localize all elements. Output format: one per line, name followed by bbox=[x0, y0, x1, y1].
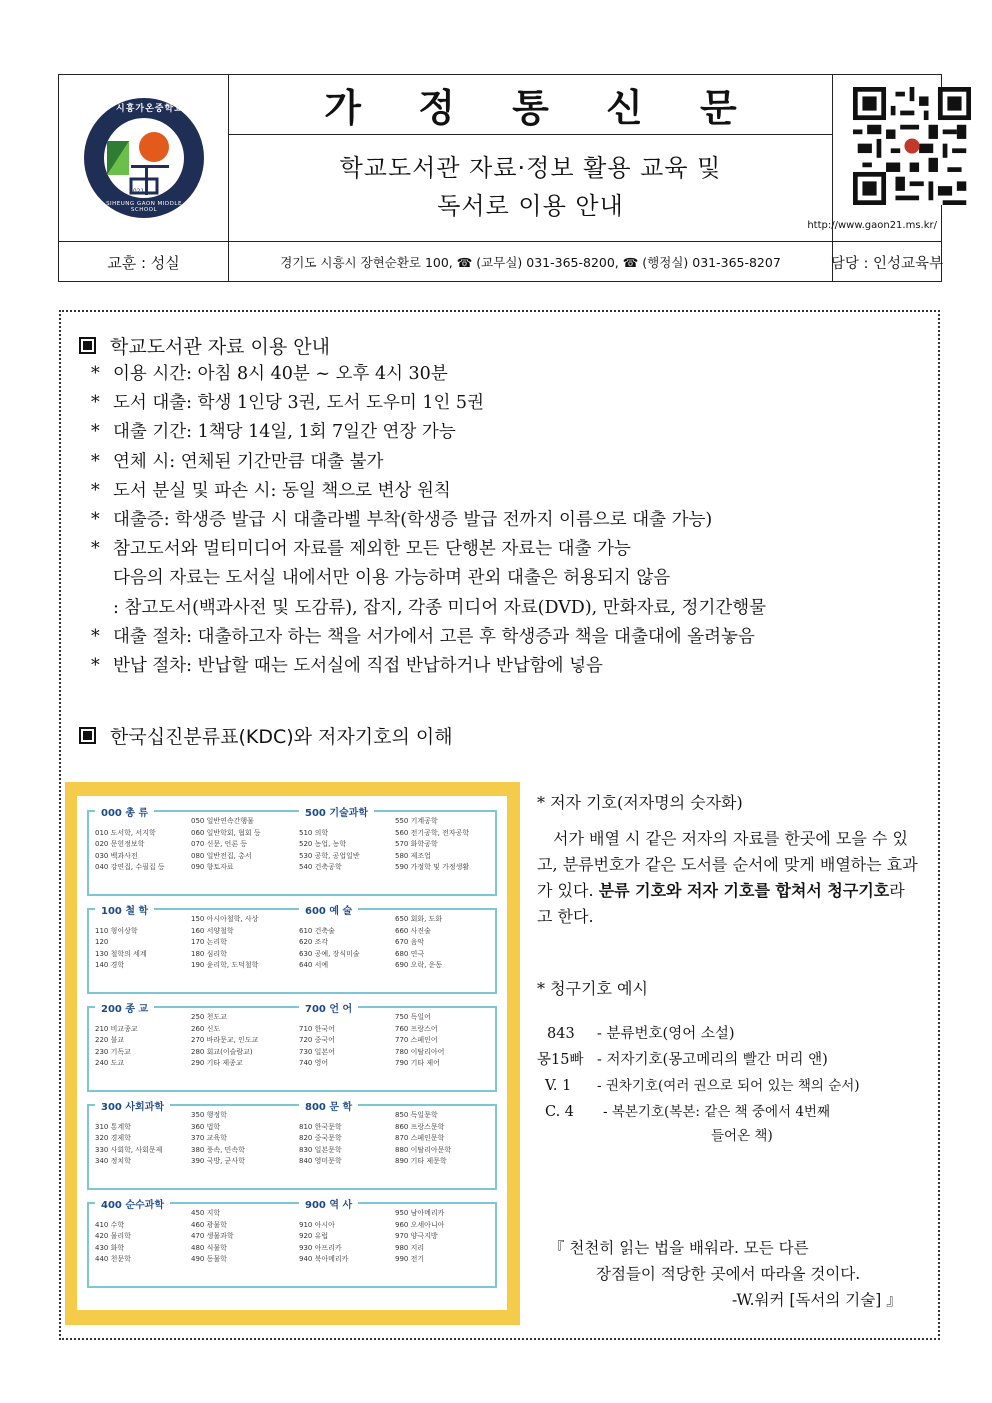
kdc-sub-class: 890 기타 제문학 bbox=[395, 1157, 447, 1165]
kdc-sub-class: 780 이탈리아어 bbox=[395, 1047, 445, 1056]
rule-line: * 참고도서와 멀티미디어 자료를 제외한 모든 단행본 자료는 대출 가능 bbox=[91, 539, 631, 560]
kdc-table bbox=[77, 796, 507, 1310]
kdc-sub-class: 370 교육학 bbox=[191, 1134, 227, 1142]
kdc-sub-class: 290 기타 제종교 bbox=[191, 1059, 243, 1067]
square-bullet-icon bbox=[79, 337, 96, 354]
kdc-sub-class: 120 bbox=[95, 938, 109, 946]
kdc-sub-class: 840 영미문학 bbox=[299, 1157, 342, 1165]
newsletter-title: 가 정 통 신 문 bbox=[229, 75, 832, 135]
section-1-title: 학교도서관 자료 이용 안내 bbox=[110, 336, 331, 358]
kdc-sub-class-list bbox=[95, 816, 165, 874]
kdc-sub-class: 510 의학 bbox=[299, 828, 329, 837]
kdc-sub-class: 130 철학의 세계 bbox=[95, 949, 147, 958]
kdc-sub-class: 560 전기공학, 전자공학 bbox=[395, 828, 470, 837]
kdc-sub-class: 650 회화, 도화 bbox=[395, 915, 443, 923]
kdc-sub-class-list bbox=[299, 1110, 342, 1168]
kdc-sub-class: 480 식물학 bbox=[191, 1243, 227, 1252]
rule-line: * 이용 시간: 아침 8시 40분 ~ 오후 4시 30분 bbox=[91, 364, 448, 384]
author-symbol-heading: * 저자 기호(저자명의 숫자화) bbox=[537, 793, 743, 812]
kdc-sub-class: 860 프랑스문학 bbox=[395, 1122, 445, 1131]
school-motto: 교훈 : 성실 bbox=[59, 242, 229, 282]
kdc-sub-class: 040 강연집, 수필집 등 bbox=[95, 863, 165, 871]
kdc-sub-class: 830 일본문학 bbox=[299, 1145, 342, 1154]
kdc-sub-class: 790 기타 제어 bbox=[395, 1059, 440, 1067]
kdc-main-class: 600 예 술 bbox=[299, 902, 358, 917]
qr-code[interactable] bbox=[853, 87, 971, 205]
kdc-sub-class: 220 불교 bbox=[95, 1036, 125, 1044]
kdc-sub-class: 850 독일문학 bbox=[395, 1111, 438, 1119]
kdc-sub-class: 540 건축공학 bbox=[299, 863, 342, 871]
kdc-main-class: 200 종 교 bbox=[95, 1000, 154, 1015]
library-rules-list bbox=[91, 360, 931, 681]
kdc-sub-class: 530 공학, 공업일반 bbox=[299, 851, 360, 860]
kdc-sub-class: 920 유럽 bbox=[299, 1232, 329, 1240]
kdc-sub-class: 240 도교 bbox=[95, 1059, 125, 1067]
logo-bottom-text: SIHEUNG GAON MIDDLE SCHOOL bbox=[106, 201, 182, 213]
kdc-sub-class: 190 윤리학, 도덕철학 bbox=[191, 961, 259, 969]
kdc-sub-class bbox=[95, 1208, 131, 1220]
kdc-sub-class: 520 농업, 농학 bbox=[299, 840, 347, 848]
kdc-sub-class-list bbox=[191, 1110, 245, 1168]
call-example-row: 몽15빠 - 저자기호(몽고메리의 빨간 머리 앤) bbox=[537, 1052, 828, 1068]
kdc-sub-class: 280 회교(이슬람교) bbox=[191, 1047, 253, 1056]
kdc-main-class: 500 기술과학 bbox=[299, 804, 374, 819]
kdc-sub-class: 270 바라문교, 인도교 bbox=[191, 1036, 259, 1044]
call-number-heading: * 청구기호 예시 bbox=[537, 979, 648, 998]
kdc-sub-class: 610 건축술 bbox=[299, 926, 335, 935]
kdc-sub-class: 380 풍속, 민속학 bbox=[191, 1145, 245, 1154]
kdc-sub-class-list bbox=[191, 914, 258, 972]
call-example-row: C. 4 - 복본기호(복본: 같은 책 중에서 4번째 bbox=[545, 1104, 830, 1120]
kdc-sub-class: 410 수학 bbox=[95, 1220, 125, 1229]
kdc-sub-class: 150 아시아철학, 사상 bbox=[191, 915, 259, 923]
kdc-sub-class: 630 공예, 장식미술 bbox=[299, 949, 360, 958]
kdc-group bbox=[87, 1006, 497, 1092]
kdc-sub-class: 050 일반연속간행물 bbox=[191, 817, 254, 825]
kdc-sub-class bbox=[95, 1012, 138, 1024]
department-in-charge: 담당 : 인성교육부 bbox=[830, 255, 944, 272]
rule-line: * 도서 대출: 학생 1인당 3권, 도서 도우미 1인 5권 bbox=[91, 393, 484, 414]
kdc-main-class: 400 순수과학 bbox=[95, 1196, 170, 1211]
kdc-sub-class-list bbox=[395, 816, 469, 874]
kdc-sub-class-list bbox=[395, 1012, 444, 1070]
kdc-sub-class-list bbox=[299, 914, 360, 972]
kdc-group bbox=[87, 908, 497, 994]
kdc-sub-class: 620 조각 bbox=[299, 938, 329, 946]
kdc-sub-class: 680 연극 bbox=[395, 949, 425, 958]
kdc-main-class: 100 철 학 bbox=[95, 902, 154, 917]
kdc-main-class: 800 문 학 bbox=[299, 1098, 358, 1113]
kdc-sub-class: 960 오세아니아 bbox=[395, 1220, 445, 1229]
kdc-sub-class: 550 기계공학 bbox=[395, 817, 438, 825]
kdc-sub-class: 770 스페인어 bbox=[395, 1036, 438, 1044]
kdc-sub-class: 720 중국어 bbox=[299, 1036, 335, 1044]
rule-line: * 반납 절차: 반납할 때는 도서실에 직접 반납하거나 반납함에 넣음 bbox=[91, 656, 603, 677]
school-logo bbox=[59, 75, 229, 241]
rule-line: * 도서 분실 및 파손 시: 동일 책으로 변상 원칙 bbox=[91, 480, 451, 501]
kdc-sub-class: 090 향토자료 bbox=[191, 863, 234, 871]
kdc-sub-class-list bbox=[395, 914, 442, 972]
kdc-sub-class bbox=[95, 914, 147, 926]
kdc-sub-class: 760 프랑스어 bbox=[395, 1024, 438, 1033]
kdc-sub-class: 440 천문학 bbox=[95, 1255, 131, 1263]
section-1-heading bbox=[79, 332, 330, 359]
kdc-main-class: 000 총 류 bbox=[95, 804, 154, 819]
kdc-sub-class: 470 생물과학 bbox=[191, 1232, 234, 1240]
kdc-sub-class: 310 통계학 bbox=[95, 1122, 131, 1131]
kdc-sub-class: 080 일반전집, 총서 bbox=[191, 851, 252, 860]
kdc-sub-class: 810 한국문학 bbox=[299, 1122, 342, 1131]
newsletter-subtitle bbox=[229, 149, 832, 225]
kdc-sub-class-list bbox=[299, 1012, 335, 1070]
school-logo-cell bbox=[59, 75, 229, 241]
kdc-sub-class: 420 물리학 bbox=[95, 1232, 131, 1240]
kdc-sub-class-list bbox=[299, 816, 360, 874]
kdc-group bbox=[87, 1202, 497, 1288]
kdc-sub-class: 180 심리학 bbox=[191, 949, 227, 958]
kdc-sub-class bbox=[95, 816, 165, 828]
kdc-sub-class: 490 동물학 bbox=[191, 1255, 227, 1263]
kdc-sub-class: 640 서예 bbox=[299, 961, 329, 969]
kdc-sub-class: 060 일반학회, 협회 등 bbox=[191, 828, 261, 837]
square-bullet-icon bbox=[79, 727, 96, 744]
call-example-row: V. 1 - 권차기호(여러 권으로 되어 있는 책의 순서) bbox=[545, 1078, 860, 1094]
kdc-sub-class-list bbox=[95, 1110, 162, 1168]
author-symbol-description: 서가 배열 시 같은 저자의 자료를 한곳에 모을 수 있고, 분류번호가 같은 도서를 순서에 맞게 배열하는 효과가 있다. 분류 기호와 저자 기호를 합쳐서 청구기호라고 한다. bbox=[537, 829, 918, 926]
kdc-sub-class bbox=[95, 1110, 162, 1122]
subtitle-line-2: 독서로 이용 안내 bbox=[437, 192, 624, 220]
quote-line-2: 장점들이 적당한 곳에서 따라올 것이다. bbox=[596, 1265, 861, 1283]
kdc-sub-class: 340 정치학 bbox=[95, 1157, 131, 1165]
kdc-sub-class: 460 광물학 bbox=[191, 1220, 227, 1229]
kdc-sub-class: 350 행정학 bbox=[191, 1111, 227, 1119]
kdc-sub-class-list bbox=[95, 1208, 131, 1266]
rule-line: 다음의 자료는 도서실 내에서만 이용 가능하며 관외 대출은 허용되지 않음 bbox=[113, 568, 671, 589]
kdc-classification-figure bbox=[65, 782, 520, 1325]
kdc-sub-class: 970 양극지방 bbox=[395, 1232, 438, 1240]
section-2-heading bbox=[79, 722, 453, 749]
kdc-main-class: 900 역 사 bbox=[299, 1196, 358, 1211]
kdc-sub-class: 330 사회학, 사회문제 bbox=[95, 1145, 163, 1154]
kdc-sub-class bbox=[299, 914, 360, 926]
section-2-title: 한국십진분류표(KDC)와 저자기호의 이해 bbox=[110, 726, 453, 748]
rule-line: : 참고도서(백과사전 및 도감류), 잡지, 각종 미디어 자료(DVD), 만화자료, 정기간행물 bbox=[113, 597, 767, 618]
kdc-sub-class: 820 중국문학 bbox=[299, 1134, 342, 1142]
kdc-sub-class bbox=[299, 1110, 342, 1122]
kdc-sub-class-list bbox=[299, 1208, 348, 1266]
rule-line: * 연체 시: 연체된 기간만큼 대출 불가 bbox=[91, 451, 384, 472]
kdc-sub-class: 320 경제학 bbox=[95, 1134, 131, 1142]
kdc-sub-class: 110 형이상학 bbox=[95, 926, 138, 935]
call-example-row: 들어온 책) bbox=[711, 1128, 773, 1144]
kdc-group bbox=[87, 1104, 497, 1190]
kdc-sub-class: 140 경학 bbox=[95, 961, 125, 969]
quote-attribution: -W.워커 [독서의 기술] 』 bbox=[732, 1291, 902, 1309]
kdc-sub-class: 940 북아메리카 bbox=[299, 1255, 349, 1263]
rule-line: * 대출 절차: 대출하고자 하는 책을 서가에서 고른 후 학생증과 책을 대출대에 올려놓음 bbox=[91, 626, 755, 647]
kdc-sub-class: 930 아프리카 bbox=[299, 1243, 342, 1252]
kdc-sub-class: 980 지리 bbox=[395, 1243, 425, 1252]
kdc-sub-class-list bbox=[191, 1208, 234, 1266]
kdc-sub-class: 430 화학 bbox=[95, 1243, 125, 1252]
kdc-sub-class: 670 음악 bbox=[395, 938, 425, 946]
newsletter-header bbox=[58, 74, 942, 282]
kdc-sub-class: 170 논리학 bbox=[191, 938, 227, 946]
kdc-sub-class bbox=[299, 816, 360, 828]
kdc-sub-class: 570 화학공학 bbox=[395, 840, 438, 848]
kdc-group bbox=[87, 810, 497, 896]
kdc-sub-class: 390 국방, 군사학 bbox=[191, 1157, 245, 1165]
header-info-row bbox=[59, 241, 944, 281]
kdc-sub-class-list bbox=[191, 1012, 258, 1070]
kdc-sub-class: 070 신문, 언론 등 bbox=[191, 840, 248, 848]
kdc-sub-class-list bbox=[95, 1012, 138, 1070]
school-url[interactable]: http://www.gaon21.ms.kr/ bbox=[807, 220, 937, 231]
kdc-sub-class: 230 기독교 bbox=[95, 1047, 131, 1056]
kdc-sub-class: 580 제조업 bbox=[395, 851, 431, 860]
kdc-sub-class: 250 천도교 bbox=[191, 1013, 227, 1021]
kdc-sub-class-list bbox=[191, 816, 261, 874]
title-cell bbox=[229, 75, 833, 241]
qr-cell bbox=[807, 75, 941, 241]
kdc-sub-class-list bbox=[395, 1110, 451, 1168]
kdc-main-class: 300 사회과학 bbox=[95, 1098, 170, 1113]
kdc-sub-class: 990 전기 bbox=[395, 1255, 425, 1263]
logo-year: 2021 bbox=[129, 188, 145, 195]
kdc-sub-class: 660 사진술 bbox=[395, 926, 431, 935]
rule-line: * 대출증: 학생증 발급 시 대출라벨 부착(학생증 발급 전까지 이름으로 대출 가능) bbox=[91, 510, 713, 531]
kdc-sub-class: 730 일본어 bbox=[299, 1047, 335, 1056]
kdc-sub-class bbox=[299, 1012, 335, 1024]
kdc-sub-class: 020 문헌정보학 bbox=[95, 840, 145, 848]
kdc-sub-class: 360 법학 bbox=[191, 1122, 221, 1131]
kdc-sub-class: 030 백과사전 bbox=[95, 851, 138, 860]
kdc-sub-class-list bbox=[95, 914, 147, 972]
kdc-main-class: 700 언 어 bbox=[299, 1000, 358, 1015]
kdc-sub-class: 750 독일어 bbox=[395, 1013, 431, 1021]
rule-line: * 대출 기간: 1책당 14일, 1회 7일간 연장 가능 bbox=[91, 422, 456, 443]
kdc-sub-class: 010 도서학, 서지학 bbox=[95, 828, 156, 837]
kdc-sub-class: 950 남아메리카 bbox=[395, 1209, 445, 1217]
school-address: 경기도 시흥시 장현순환로 100, ☎ (교무실) 031-365-8200, ☎ (행정실) 031-365-8207 bbox=[229, 242, 833, 282]
subtitle-line-1: 학교도서관 자료·정보 활용 교육 및 bbox=[339, 154, 722, 182]
kdc-sub-class: 710 한국어 bbox=[299, 1024, 335, 1033]
kdc-sub-class: 160 서양철학 bbox=[191, 926, 234, 935]
kdc-sub-class: 450 지학 bbox=[191, 1209, 221, 1217]
kdc-sub-class: 260 신도 bbox=[191, 1024, 221, 1033]
kdc-sub-class bbox=[299, 1208, 348, 1220]
kdc-sub-class: 590 가정학 및 가정생활 bbox=[395, 863, 470, 871]
kdc-sub-class: 740 영어 bbox=[299, 1059, 329, 1067]
kdc-sub-class: 690 오락, 운동 bbox=[395, 961, 443, 969]
kdc-sub-class: 910 아시아 bbox=[299, 1220, 335, 1229]
logo-top-text: 시흥가온중학교 bbox=[116, 104, 184, 114]
quote-line-1: 『 천천히 읽는 법을 배워라. 모든 다른 bbox=[549, 1239, 809, 1257]
kdc-sub-class-list bbox=[395, 1208, 444, 1266]
call-example-row: 843 - 분류번호(영어 소설) bbox=[547, 1026, 735, 1042]
kdc-sub-class: 880 이탈리아문학 bbox=[395, 1145, 452, 1154]
kdc-sub-class: 210 비교종교 bbox=[95, 1024, 138, 1033]
content-box bbox=[59, 310, 940, 1340]
kdc-sub-class: 870 스페인문학 bbox=[395, 1134, 445, 1142]
